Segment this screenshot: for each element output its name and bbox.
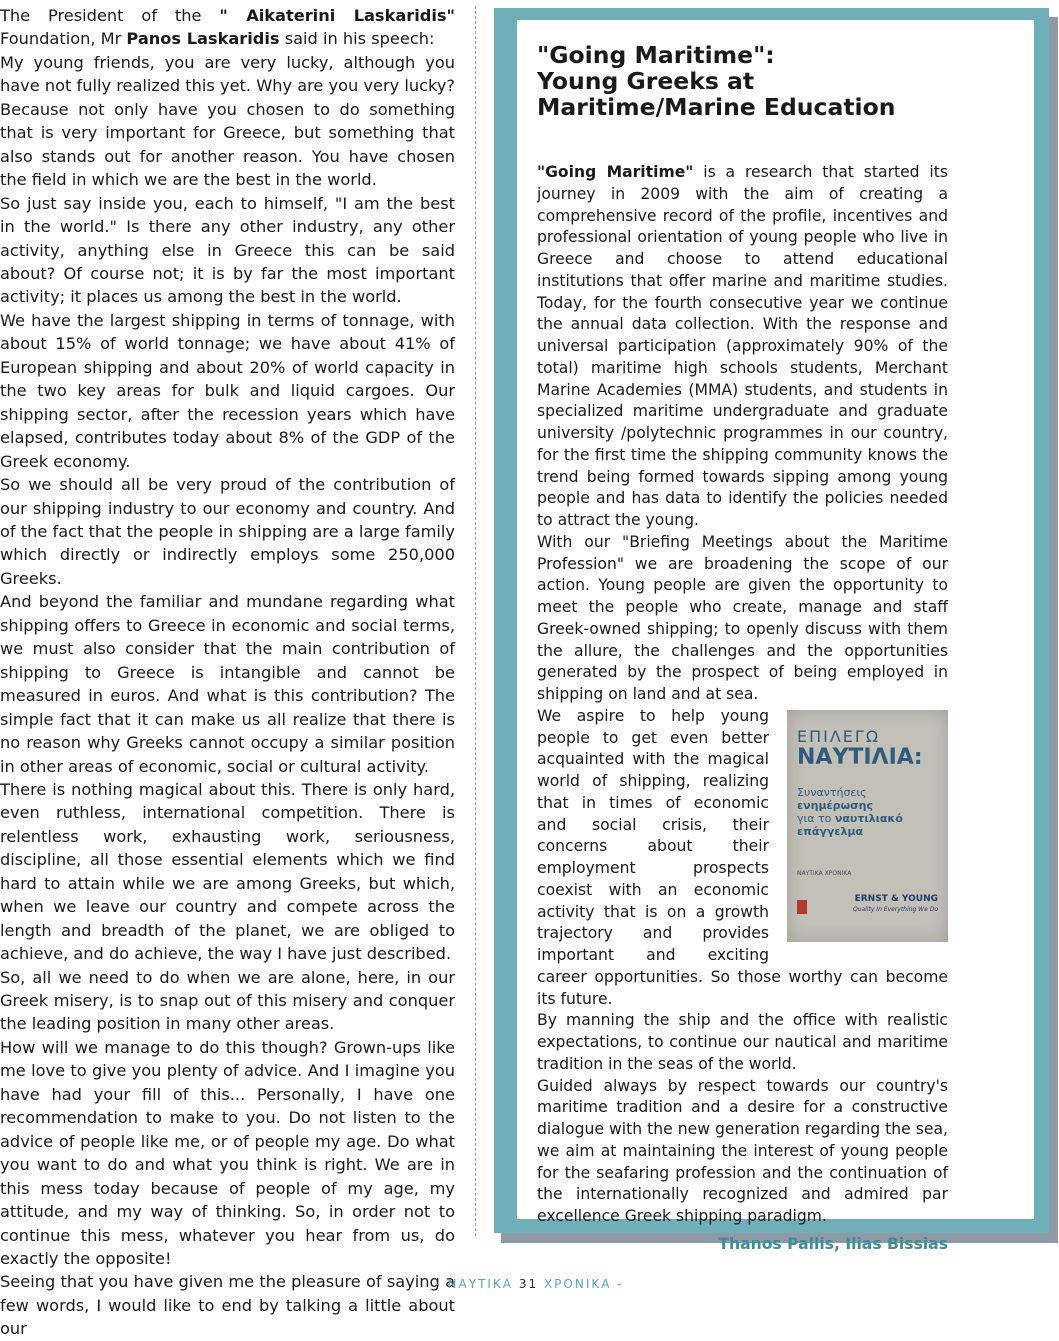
- sidebar-paragraph: With our "Briefing Meetings about the Maritime Profession" we are broadening the scope of our action. Young people are given the opportunity to meet the people who create, manage and staff Greek-owned shipping; to openly discuss with them the allure, the challenges and the opportunities generated by the prospect of being employed in shipping on land and at sea.: [537, 532, 948, 703]
- speech-paragraph: So we should all be very proud of the contribution of our shipping industry to our economy and country. And of the fact that the people in shipping are a large family which directly or indirectly employs some 250,000 Greeks.: [0, 475, 455, 588]
- sidebar-body: [537, 162, 948, 1256]
- column-divider: [475, 6, 476, 1236]
- book-title-line1: ΕΠΙΛΕΓΩ: [797, 726, 881, 746]
- speech-paragraph: Seeing that you have given me the pleasure of saying a few words, I would like to end by talking a little about our: [0, 1272, 455, 1339]
- page-number: 31: [518, 1277, 539, 1291]
- speaker-name: Panos Laskaridis: [126, 29, 280, 49]
- ernst-young-logo: ERNST & YOUNG Quality In Everything We Do: [852, 893, 938, 913]
- sidebar-paragraph: By manning the ship and the office with realistic expectations, to continue our nautical and maritime tradition in the seas of the world.: [537, 1011, 948, 1073]
- article-authors: Thanos Pallis, Ilias Bissias: [718, 1234, 948, 1253]
- book-cover-image: [787, 710, 948, 942]
- left-column: [0, 4, 455, 1341]
- speech-paragraph: There is nothing magical about this. There is only hard, even ruthless, international competition. There is relentless work, exhausting work, seriousness, discipline, all those essential elements which we find hard to attain while we are among Greeks, but which, when we leave our country and compete across the length and breadth of the planet, we are obliged to achieve, and do achieve, the way I have just described.: [0, 779, 455, 964]
- book-publisher: ΝΑΥΤΙΚΑ ΧΡΟΝΙΚΑ: [797, 869, 852, 877]
- book-emblem: [797, 900, 807, 914]
- book-title-line2: ΝΑΥΤΙΛΙΑ:: [797, 744, 923, 770]
- foundation-name: " Aikaterini Laskaridis": [219, 6, 455, 25]
- sidebar-paragraph: "Going Maritime" is a research that started its journey in 2009 with the aim of creating a comprehensive record of the profile, incentives and professional orientation of young people who live in Greece and choose to attend educational institutions that offer marine and maritime studies. Today, for the fourth consecutive year we continue the annual data collection. With the response and universal participation (approximately 90% of the total) maritime high schools students, Merchant Marine Academies (MMA) students, and students in specialized maritime undergraduate and graduate university /polytechnic programmes in our country, for the first time the shipping community knows the trend being formed towards sipping among young people and has data to identify the policies needed to attract the young.: [537, 163, 948, 529]
- speech-paragraph: So, all we need to do when we are alone, here, in our Greek misery, is to snap out of this misery and conquer the leading position in many other areas.: [0, 967, 455, 1034]
- speech-paragraph: We have the largest shipping in terms of tonnage, with about 15% of world tonnage; we have about 41% of European shipping and about 20% of world capacity in the two key areas for bulk and liquid cargoes. Our shipping sector, after the recession years which have elapsed, contributes today about 8% of the GDP of the Greek economy.: [0, 310, 455, 471]
- speech-paragraph: How will we manage to do this though? Grown-ups like me love to give you plenty of advice. And I imagine you have had your fill of this... Personally, I have one recommendation to make to you. Do not listen to the advice of people like me, or of people my age. Do what you want to do and what you think is right. We are in this mess today because of people of my age, my attitude, and my way of thinking. So, in order not to continue this mess, whatever you hear from us, do exactly the opposite!: [0, 1037, 455, 1269]
- speech-paragraph: My young friends, you are very lucky, although you have not fully realized this yet. Why are you very lucky? Because not only have you chosen to do something that is very important for Greece, but something that also stands out for another reason. You have chosen the field in which we are the best in the world.: [0, 52, 455, 190]
- speech-paragraph: And beyond the familiar and mundane regarding what shipping offers to Greece in economic and social terms, we must also consider that the main contribution of shipping to Greece is intangible and cannot be measured in euros. And what is this contribution? The simple fact that it can make us all realize that there is no reason why Greeks cannot occupy a similar position in other areas of economic, social or cultural activity.: [0, 592, 455, 776]
- speech-paragraph: So just say inside you, each to himself, "I am the best in the world." Is there any other industry, any other activity, anything else in Greece this can be said about? Of course not; it is by far the most important activity; it places us among the best in the world.: [0, 193, 455, 307]
- sidebar-paragraph: Guided always by respect towards our country's maritime tradition and a desire for a constructive dialogue with the new generation regarding the sea, we aim at maintaining the interest of young people for the seafaring profession and the continuation of the internationally recognized and admired par excellence Greek shipping paradigm.: [537, 1076, 948, 1225]
- book-subtitle: Συναντήσεις ενημέρωσης για το ναυτιλιακό επάγγελμα: [797, 785, 903, 838]
- sidebar-paragraph: We aspire to help young people to get even better acquainted with the magical world of shipping, realizing that in times of economic and social crisis, their concerns about their employment prospects coexist with an economic activity that is on a growth trajectory and provides important and exciting career opportunities. So those worthy can become its future.: [537, 706, 948, 1008]
- speech-intro: The President of the " Aikaterini Laskaridis" Foundation, Mr Panos Laskaridis said in his speech:: [0, 6, 455, 49]
- sidebar-title: "Going Maritime": Young Greeks at Maritime/Marine Education: [537, 41, 896, 121]
- page-footer: - ΝΑΥΤΙΚΑ 31 ΧΡΟΝΙΚΑ -: [435, 1277, 624, 1291]
